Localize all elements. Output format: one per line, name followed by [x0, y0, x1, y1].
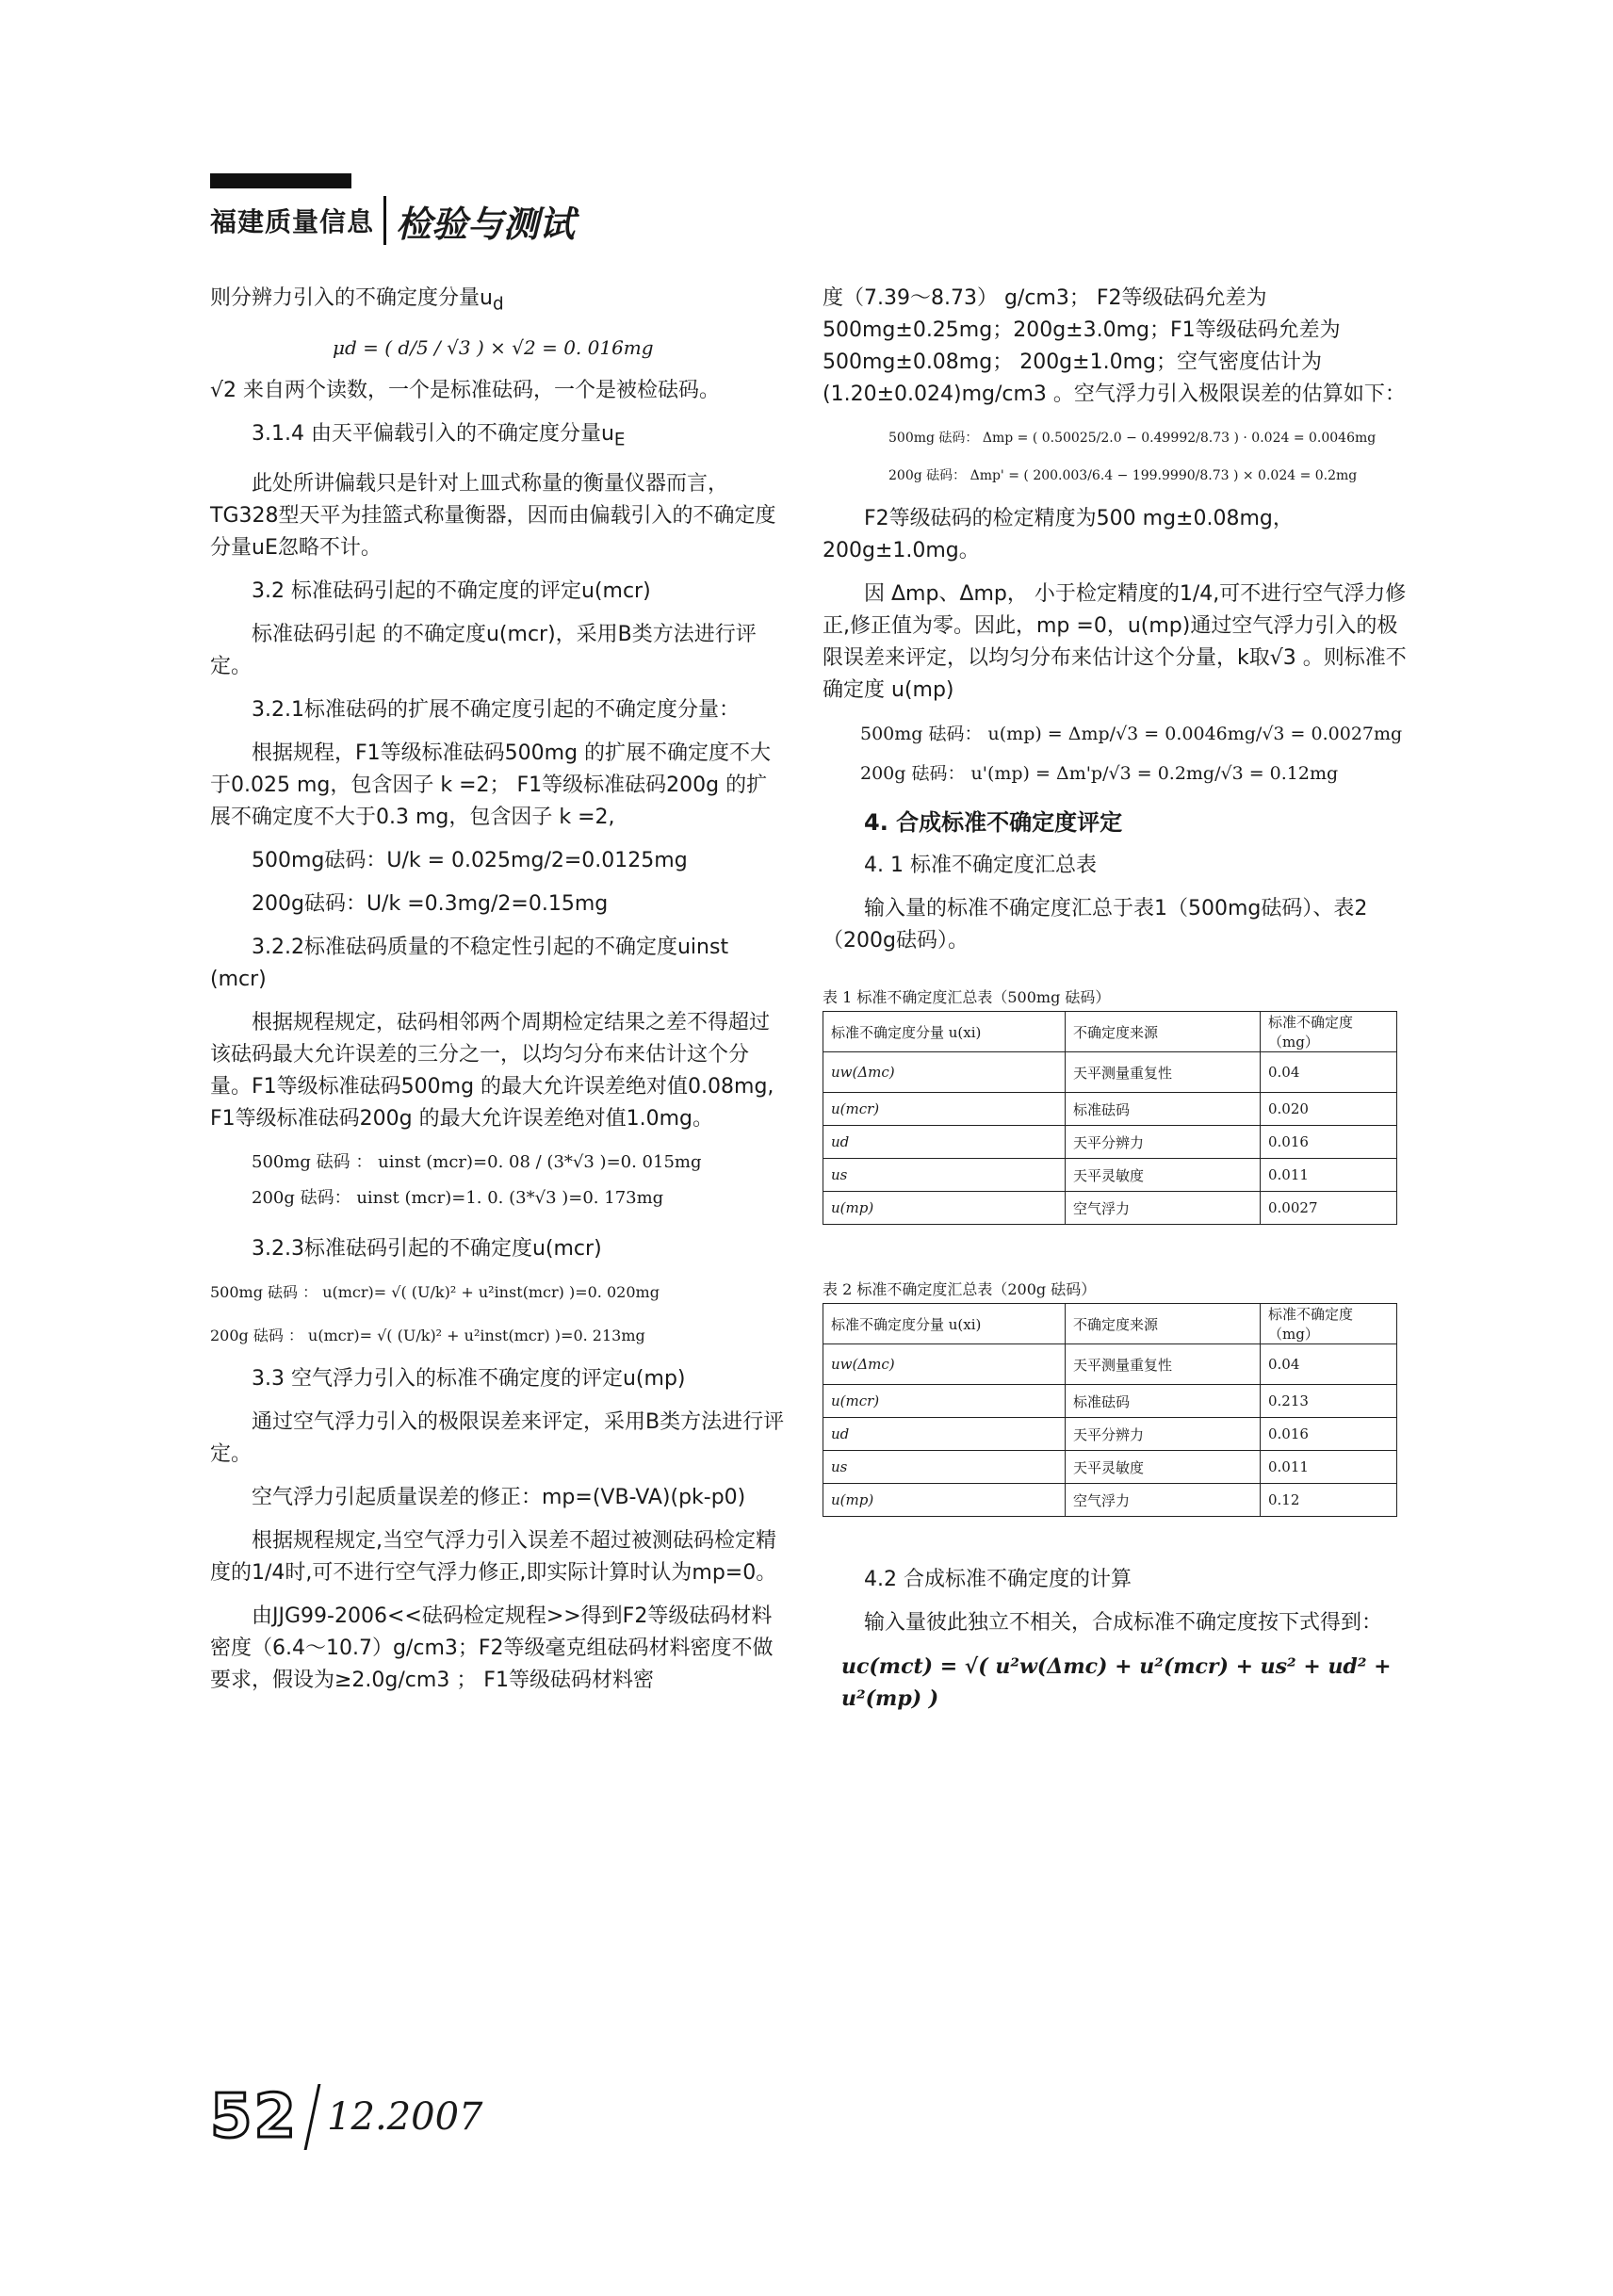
- table-cell: 0.04: [1261, 1052, 1397, 1093]
- table-row: [823, 1159, 1397, 1192]
- table-cell: us: [823, 1451, 1066, 1484]
- header: [210, 194, 575, 247]
- table-cell: u(mp): [823, 1192, 1066, 1225]
- section-heading: 4.2 合成标准不确定度的计算: [864, 1568, 1132, 1591]
- para: 根据规程规定，砝码相邻两个周期检定结果之差不得超过该砝码最大允许误差的三分之一，以均匀分布来估计这个分量。F1等级标准砝码500mg 的最大允许误差绝对值0.08mg, F1等级标准砝码200g 的最大允许误差绝对值1.0mg。: [210, 1010, 774, 1131]
- table-cell: uw(Δmc): [823, 1052, 1066, 1093]
- table-header-cell: 标准不确定度分量 u(xi): [823, 1304, 1066, 1344]
- para: 度（7.39～8.73） g/cm3； F2等级砝码允差为500mg±0.25mg；200g±3.0mg；F1等级砝码允差为500mg±0.08mg； 200g±1.0mg；空气密度估计为(1.20±0.024)mg/cm3 。空气浮力引入极限误差的估算如下：: [823, 286, 1406, 406]
- table-cell: 0.011: [1261, 1159, 1397, 1192]
- table-row: [823, 1192, 1397, 1225]
- table-cell: 标准砝码: [1066, 1385, 1261, 1418]
- section-heading: 4. 1 标准不确定度汇总表: [864, 854, 1097, 877]
- para: 通过空气浮力引入的极限误差来评定，采用B类方法进行评定。: [210, 1409, 785, 1466]
- table-cell: 天平分辨力: [1066, 1126, 1261, 1159]
- table-cell: ud: [823, 1418, 1066, 1451]
- equation: 200g 砝码： u'(mp) = Δm'p/√3 = 0.2mg/√3 = 0.12mg: [860, 763, 1339, 784]
- table-row: [823, 1126, 1397, 1159]
- table-cell: 0.020: [1261, 1093, 1397, 1126]
- para: 此处所讲偏载只是针对上皿式称量的衡量仪器而言，TG328型天平为挂篮式称量衡器，因而由偏载引入的不确定度分量uE忽略不计。: [210, 471, 776, 560]
- section-heading: 3.3 空气浮力引入的标准不确定度的评定u(mp): [252, 1366, 686, 1391]
- equation-combined: uc(mct) = √( u²w(Δmc) + u²(mcr) + us² + ud² + u²(mp) ): [841, 1654, 1392, 1711]
- table1-caption: 表 1 标准不确定度汇总表（500mg 砝码）: [823, 988, 1111, 1006]
- table-cell: 0.016: [1261, 1418, 1397, 1451]
- section-heading: 3.2.3标准砝码引起的不确定度u(mcr): [252, 1236, 602, 1261]
- para: 输入量彼此独立不相关，合成标准不确定度按下式得到：: [864, 1611, 1383, 1635]
- equation: 500mg 砝码： u(mp) = Δmp/√3 = 0.0046mg/√3 = 0.0027mg: [860, 724, 1403, 744]
- para: 500mg砝码：U/k = 0.025mg/2=0.0125mg: [252, 848, 688, 872]
- para: 200g砝码：U/k =0.3mg/2=0.15mg: [252, 891, 609, 916]
- para: 空气浮力引起质量误差的修正：mp=(VB-VA)(pk-p0): [252, 1485, 746, 1509]
- para: 根据规程，F1等级标准砝码500mg 的扩展不确定度不大于0.025 mg，包含因子 k =2； F1等级标准砝码200g 的扩展不确定度不大于0.3 mg，包含因子 k =2,: [210, 741, 772, 829]
- table-cell: u(mcr): [823, 1093, 1066, 1126]
- table-cell: u(mcr): [823, 1385, 1066, 1418]
- para: 根据规程规定,当空气浮力引入误差不超过被测砝码检定精度的1/4时,可不进行空气浮力修正,即实际计算时认为mp=0。: [210, 1528, 777, 1585]
- equation: 500mg 砝码： Δmp = ( 0.50025/2.0 − 0.49992/8.73 ) · 0.024 = 0.0046mg: [888, 431, 1377, 446]
- para: √2 来自两个读数，一个是标准砝码，一个是被检砝码。: [210, 379, 721, 403]
- section-heading: 3.2 标准砝码引起的不确定度的评定u(mcr): [252, 578, 651, 603]
- footer: [210, 2082, 482, 2152]
- table-header-cell: 不确定度来源: [1066, 1304, 1261, 1344]
- table-row: [823, 1418, 1397, 1451]
- table-cell: 天平测量重复性: [1066, 1344, 1261, 1385]
- section-heading: 3.2.2标准砝码质量的不稳定性引起的不确定度uinst (mcr): [210, 935, 729, 991]
- equation: 500mg 砝码 ： uinst (mcr)=0. 08 / (3*√3 )=0. 015mg: [252, 1151, 702, 1172]
- table-cell: us: [823, 1159, 1066, 1192]
- table-header-row: [823, 1304, 1397, 1344]
- table-cell: 0.011: [1261, 1451, 1397, 1484]
- table-cell: 标准砝码: [1066, 1093, 1261, 1126]
- table-row: [823, 1484, 1397, 1517]
- table-cell: 天平测量重复性: [1066, 1052, 1261, 1093]
- table-header-row: [823, 1012, 1397, 1052]
- table-cell: 空气浮力: [1066, 1192, 1261, 1225]
- issue-date: 12.2007: [327, 2095, 483, 2139]
- section-name: 检验与测试: [396, 202, 576, 245]
- table-cell: 0.12: [1261, 1484, 1397, 1517]
- table-cell: 0.016: [1261, 1126, 1397, 1159]
- equation: 200g 砝码： uinst (mcr)=1. 0. (3*√3 )=0. 173mg: [252, 1187, 664, 1208]
- header-bar: [210, 173, 351, 188]
- para: F2等级砝码的检定精度为500 mg±0.08mg，200g±1.0mg。: [823, 507, 1294, 562]
- table-header-cell: 标准不确定度（mg）: [1261, 1304, 1397, 1344]
- table2-caption: 表 2 标准不确定度汇总表（200g 砝码）: [823, 1280, 1097, 1298]
- footer-slash: [304, 2084, 321, 2150]
- section-heading: 3.2.1标准砝码的扩展不确定度引起的不确定度分量：: [252, 697, 740, 722]
- table-header-cell: 标准不确定度分量 u(xi): [823, 1012, 1066, 1052]
- table-row: [823, 1451, 1397, 1484]
- table-row: [823, 1385, 1397, 1418]
- table-cell: ud: [823, 1126, 1066, 1159]
- page-number: 52: [210, 2082, 299, 2152]
- left-column: [210, 283, 785, 1708]
- para: 因 Δmp、Δmp， 小于检定精度的1/4,可不进行空气浮力修正,修正值为零。因此，mp =0，u(mp)通过空气浮力引入的极限误差来评定，以均匀分布来估计这个分量，k取√3 。则标准不确定度 u(mp): [823, 582, 1407, 702]
- equation: 200g 砝码 ： u(mcr)= √( (U/k)² + u²inst(mcr) )=0. 213mg: [210, 1326, 645, 1344]
- table-header-cell: 不确定度来源: [1066, 1012, 1261, 1052]
- equation-ud: μd = ( d/5 / √3 ) × √2 = 0. 016mg: [333, 336, 654, 360]
- table-cell: uw(Δmc): [823, 1344, 1066, 1385]
- para: 由JJG99-2006<<砝码检定规程>>得到F2等级砝码材料密度（6.4～10.7）g/cm3；F2等级毫克组砝码材料密度不做要求，假设为≥2.0g/cm3 ； F1等级砝码材料密: [210, 1604, 774, 1692]
- table-cell: 天平灵敏度: [1066, 1159, 1261, 1192]
- table-header-cell: 标准不确定度（mg）: [1261, 1012, 1397, 1052]
- table-cell: 0.213: [1261, 1385, 1397, 1418]
- table-cell: 天平灵敏度: [1066, 1451, 1261, 1484]
- para: 输入量的标准不确定度汇总于表1（500mg砝码）、表2（200g砝码）。: [823, 897, 1368, 953]
- section-heading: 4. 合成标准不确定度评定: [864, 809, 1123, 836]
- para: 则分辨力引入的不确定度分量$u_d$: [210, 286, 504, 315]
- header-divider: [383, 196, 386, 245]
- journal-name: 福建质量信息: [210, 206, 375, 237]
- equation: 500mg 砝码 ： u(mcr)= √( (U/k)² + u²inst(mcr) )=0. 020mg: [210, 1282, 660, 1301]
- section-heading: 3.1.4 由天平偏载引入的不确定度分量$u_E$: [252, 422, 626, 450]
- table-row: [823, 1344, 1397, 1385]
- para: 标准砝码引起 的不确定度u(mcr)，采用B类方法进行评定。: [210, 622, 757, 678]
- table-row: [823, 1052, 1397, 1093]
- table1: [823, 1011, 1397, 1225]
- table2: [823, 1303, 1397, 1517]
- table-cell: u(mp): [823, 1484, 1066, 1517]
- table-cell: 0.04: [1261, 1344, 1397, 1385]
- table-cell: 0.0027: [1261, 1192, 1397, 1225]
- table-cell: 空气浮力: [1066, 1484, 1261, 1517]
- table-cell: 天平分辨力: [1066, 1418, 1261, 1451]
- right-column: [823, 283, 1407, 1726]
- equation: 200g 砝码： Δmp' = ( 200.003/6.4 − 199.9990/8.73 ) × 0.024 = 0.2mg: [888, 468, 1358, 483]
- table-row: [823, 1093, 1397, 1126]
